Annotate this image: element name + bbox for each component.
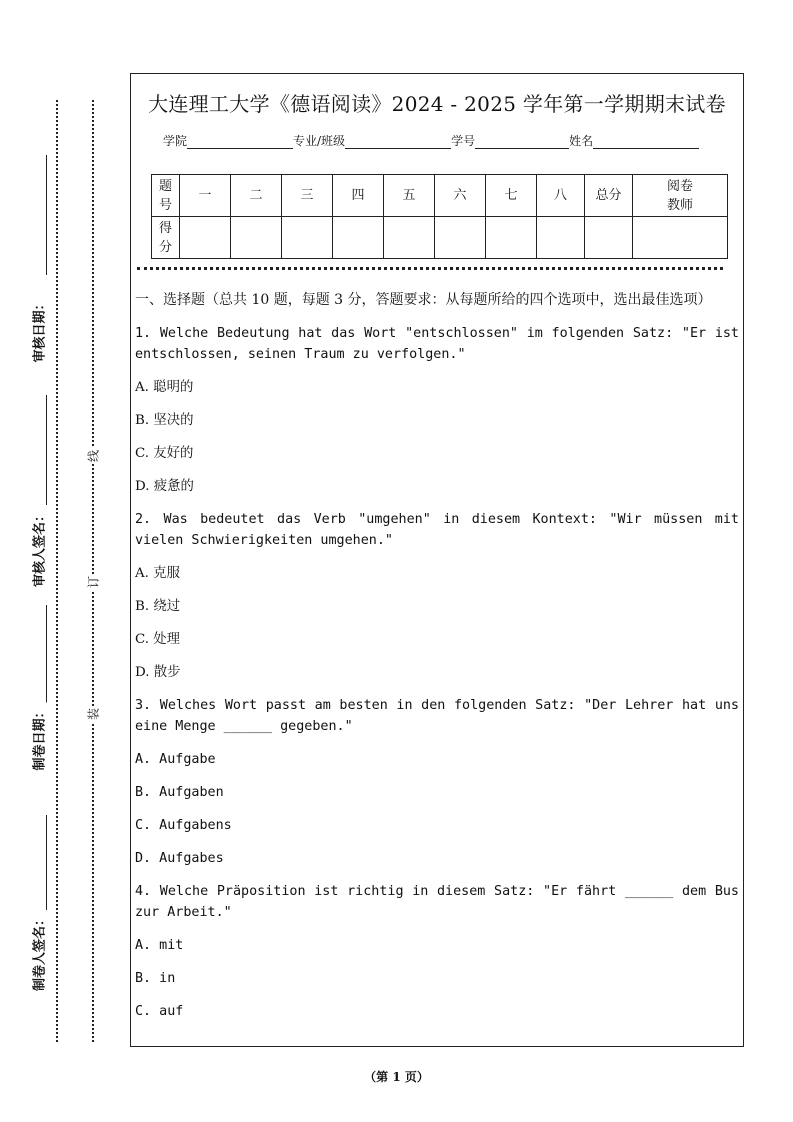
- option[interactable]: C. 友好的: [135, 446, 194, 461]
- column-header: 五: [384, 175, 435, 217]
- dotted-separator: [137, 267, 723, 270]
- score-table-row-label: 得 分: [152, 217, 180, 259]
- column-header: 六: [435, 175, 486, 217]
- college-blank[interactable]: [187, 136, 293, 149]
- score-cell[interactable]: [231, 217, 282, 259]
- college-label: 学院: [163, 134, 188, 148]
- option[interactable]: C. auf: [135, 1004, 184, 1019]
- reviewer-header: 阅卷 教师: [633, 175, 728, 217]
- score-cell[interactable]: [486, 217, 537, 259]
- option[interactable]: A. 克服: [135, 566, 180, 581]
- review-date-label: 审核日期：: [29, 294, 48, 365]
- option[interactable]: A. mit: [135, 938, 184, 953]
- option[interactable]: A. Aufgabe: [135, 752, 216, 767]
- score-cell[interactable]: [537, 217, 585, 259]
- column-header: 三: [282, 175, 333, 217]
- score-cell[interactable]: [384, 217, 435, 259]
- score-cell[interactable]: [282, 217, 333, 259]
- bind-fold-char: 装: [86, 707, 101, 721]
- question-text: 1. Welche Bedeutung hat das Wort "entschlossen" im folgenden Satz: "Er ist entschlossen, seinen Traum zu verfolgen.": [135, 326, 739, 362]
- maker-sign-label: 制卷人签名：: [29, 910, 48, 994]
- name-label: 姓名: [569, 134, 594, 148]
- reviewer-sign-label: 审核人签名：: [29, 506, 48, 590]
- student-info-row: [163, 132, 699, 149]
- student-id-blank[interactable]: [475, 136, 569, 149]
- question-text: 2. Was bedeutet das Verb "umgehen" in diesem Kontext: "Wir müssen mit vielen Schwierigkeiten umgehen.": [135, 512, 739, 548]
- made-date-rule: [46, 605, 47, 705]
- column-header: 总分: [585, 175, 633, 217]
- review-date-rule: [46, 155, 47, 275]
- margin-dotted-line-outer: [56, 100, 58, 1042]
- score-table-header-row: [152, 175, 728, 217]
- name-blank[interactable]: [593, 136, 699, 149]
- exam-frame: [130, 73, 744, 1047]
- section-heading: 一、选择题（总共 10 题，每题 3 分，答题要求：从每题所给的四个选项中，选出最佳选项）: [135, 292, 712, 308]
- major-blank[interactable]: [345, 136, 451, 149]
- reviewer-cell[interactable]: [633, 217, 728, 259]
- bind-line-char: 线: [86, 449, 101, 463]
- column-header: 二: [231, 175, 282, 217]
- major-label: 专业/班级: [293, 134, 346, 148]
- question-text: 3. Welches Wort passt am besten in den folgenden Satz: "Der Lehrer hat uns eine Menge ______ gegeben.": [135, 698, 739, 734]
- margin-dotted-line-inner: [92, 100, 94, 1042]
- score-table: [151, 174, 728, 259]
- score-cell[interactable]: [333, 217, 384, 259]
- option[interactable]: A. 聪明的: [135, 380, 194, 395]
- option[interactable]: D. 散步: [135, 665, 181, 680]
- column-header: 一: [180, 175, 231, 217]
- option[interactable]: C. 处理: [135, 632, 181, 647]
- option[interactable]: B. 绕过: [135, 599, 181, 614]
- student-id-label: 学号: [451, 134, 476, 148]
- reviewer-sign-rule: [46, 395, 47, 505]
- score-cell[interactable]: [435, 217, 486, 259]
- question-section: [135, 290, 739, 1034]
- score-cell[interactable]: [180, 217, 231, 259]
- column-header: 八: [537, 175, 585, 217]
- option[interactable]: B. 坚决的: [135, 413, 194, 428]
- column-header: 七: [486, 175, 537, 217]
- option[interactable]: B. Aufgaben: [135, 785, 224, 800]
- option[interactable]: B. in: [135, 971, 176, 986]
- option[interactable]: C. Aufgabens: [135, 818, 232, 833]
- option[interactable]: D. 疲惫的: [135, 479, 194, 494]
- score-table-row-label: 题 号: [152, 175, 180, 217]
- exam-title: 大连理工大学《德语阅读》2024 - 2025 学年第一学期期末试卷: [148, 92, 726, 116]
- total-score-cell[interactable]: [585, 217, 633, 259]
- option[interactable]: D. Aufgabes: [135, 851, 224, 866]
- page-number: （第 1 页）: [364, 1070, 429, 1084]
- question-text: 4. Welche Präposition ist richtig in diesem Satz: "Er fährt ______ dem Bus zur Arbeit.": [135, 884, 739, 920]
- made-date-label: 制卷日期：: [29, 702, 48, 773]
- score-table-score-row: [152, 217, 728, 259]
- bind-staple-char: 订: [86, 575, 101, 589]
- maker-sign-rule: [46, 815, 47, 910]
- column-header: 四: [333, 175, 384, 217]
